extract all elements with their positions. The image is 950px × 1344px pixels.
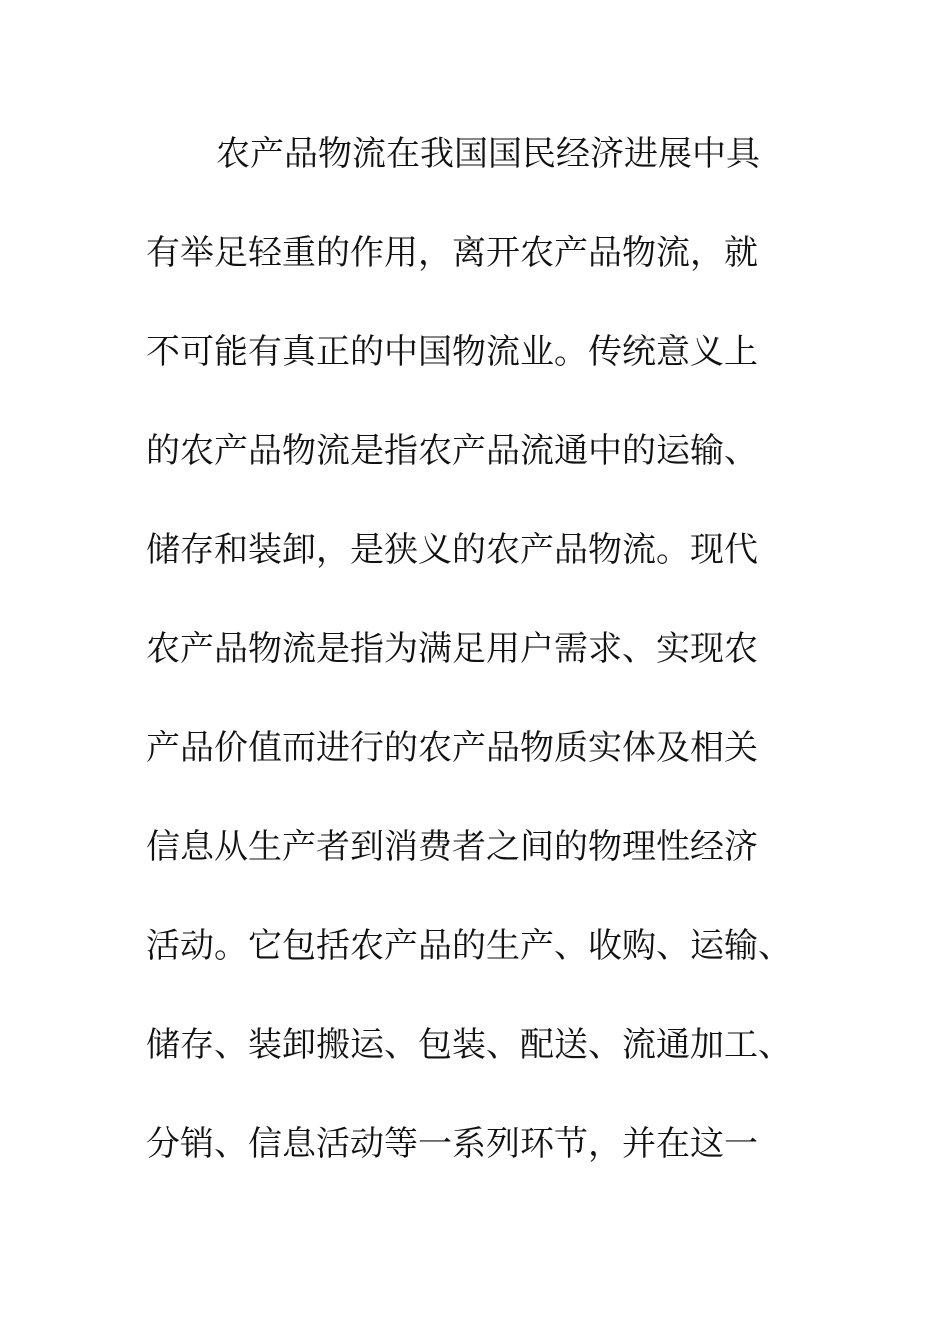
paragraph-line-1: 农产品物流在我国国民经济进展中具 — [216, 134, 760, 174]
paragraph-line-11: 分销、信息活动等一系列环节，并在这一 — [146, 1124, 758, 1164]
paragraph-line-5: 储存和装卸，是狭义的农产品物流。现代 — [146, 530, 758, 570]
paragraph-line-3: 不可能有真正的中国物流业。传统意义上 — [146, 332, 758, 372]
paragraph-line-4: 的农产品物流是指农产品流通中的运输、 — [146, 431, 758, 471]
paragraph-line-10: 储存、装卸搬运、包装、配送、流通加工、 — [146, 1025, 792, 1065]
paragraph-line-8: 信息从生产者到消费者之间的物理性经济 — [146, 827, 758, 867]
body-paragraph — [146, 124, 826, 1213]
paragraph-line-7: 产品价值而进行的农产品物质实体及相关 — [146, 728, 758, 768]
paragraph-line-9: 活动。它包括农产品的生产、收购、运输、 — [146, 926, 792, 966]
paragraph-line-2: 有举足轻重的作用，离开农产品物流，就 — [146, 233, 758, 273]
paragraph-line-6: 农产品物流是指为满足用户需求、实现农 — [146, 629, 758, 669]
